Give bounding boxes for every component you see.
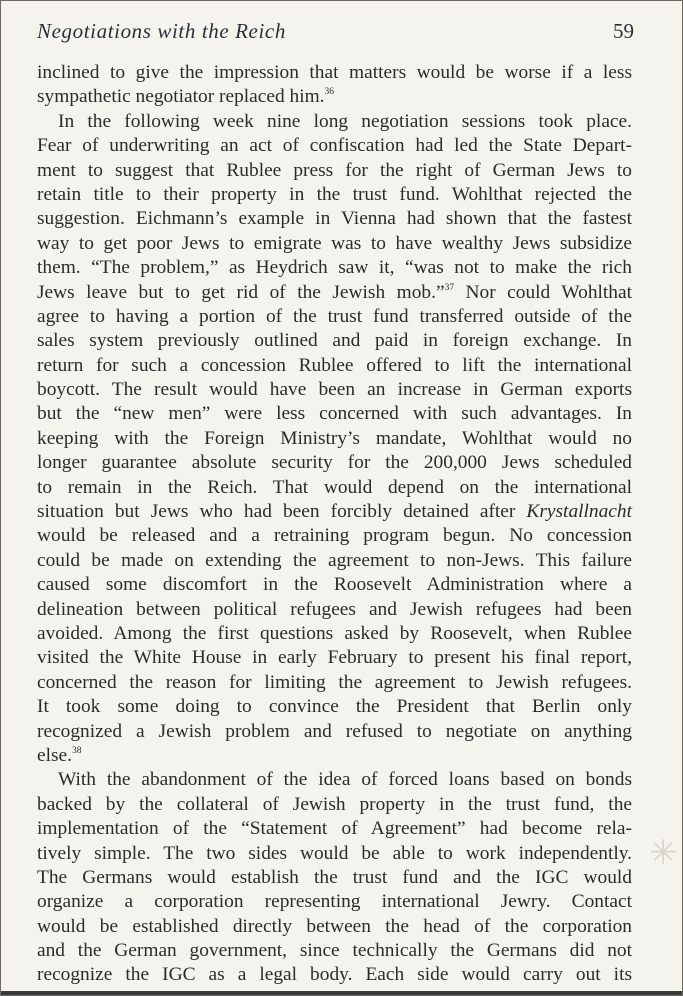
text-line [37,85,632,109]
running-head: Negotiations with the Reich [37,19,286,43]
line-text: would be released and a retraining program begun. No concession [37,525,632,547]
line-text: delineation between political refugees and Jewish refugees had been [37,598,632,620]
page-number: 59 [613,19,634,43]
line-text: but the “new men” were less concerned with such advantages. In [37,403,632,425]
text-line [37,793,632,817]
italic-term: Krystallnacht [526,501,632,523]
line-text: way to get poor Jews to emigrate was to have wealthy Jews subsidize [37,232,632,254]
line-text: inclined to give the impression that matters would be worse if a less [37,62,632,83]
line-text: ment to suggest that Rublee press for the right of German Jews to [37,159,632,181]
text-line [37,890,632,914]
line-text: recognize the IGC as a legal body. Each side would carry out its [37,964,632,986]
text-line [37,159,632,183]
text-line [37,695,632,719]
text-line [37,232,632,256]
line-text: sales system previously outlined and paid in foreign exchange. In [37,330,632,352]
line-text: and the German government, since technically the Germans did not [37,940,632,962]
line-text: would be established directly between the head of the corporation [37,915,632,937]
text-line [37,451,632,475]
text-line [37,549,632,573]
line-text: In the following week nine long negotiation sessions took place. [58,110,632,132]
line-text: visited the White House in early February to present his final report, [37,647,632,669]
text-line [37,61,632,85]
text-line [37,183,632,207]
line-text: implementation of the “Statement of Agreement” had become rela- [37,818,632,840]
line-text: keeping with the Foreign Ministry’s mandate, Wohlthat would no [37,427,632,449]
page-header [37,19,634,51]
text-line [37,915,632,939]
line-text: backed by the collateral of Jewish property in the trust fund, the [37,793,632,815]
text-line [37,378,632,402]
text-line [37,427,632,451]
text-line [37,256,632,280]
line-text: could be made on extending the agreement to non-Jews. This failure [37,549,632,571]
line-text: With the abandonment of the idea of forced loans based on bonds [58,769,632,791]
line-text: avoided. Among the first questions asked by Roosevelt, when Rublee [37,622,632,644]
text-line [37,598,632,622]
text-line [37,500,632,524]
line-text: else. [37,744,72,766]
footnote-ref: 37 [444,282,455,293]
line-text: tively simple. The two sides would be able to work independently. [37,842,632,864]
text-line [37,866,632,890]
page-bottom-edge [1,991,682,995]
line-text: agree to having a portion of the trust fund transferred outside of the [37,305,632,327]
line-text: concerned the reason for limiting the agreement to Jewish refugees. [37,671,632,693]
text-line [37,402,632,426]
body-text [37,61,632,988]
text-line [37,817,632,841]
asterisk-ornament: ✳ [649,833,678,873]
text-line [37,476,632,500]
line-text: situation but Jews who had been forcibly detained after [37,501,527,523]
line-text: organize a corporation representing international Jewry. Contact [37,891,632,913]
footnote-ref: 36 [324,87,335,98]
text-line [37,939,632,963]
text-line [37,963,632,987]
text-line [37,671,632,695]
text-line [37,720,632,744]
text-line [37,622,632,646]
text-line [37,646,632,670]
line-text: The Germans would establish the trust fund and the IGC would [37,866,632,888]
line-text: retain title to their property in the trust fund. Wohlthat rejected the [37,183,632,205]
footnote-ref: 38 [72,745,82,756]
line-text: Fear of underwriting an act of confiscation had led the State Depart- [37,135,632,157]
text-line [37,305,632,329]
text-line [37,281,632,305]
line-text: return for such a concession Rublee offered to lift the international [37,354,632,376]
line-text: to remain in the Reich. That would depend on the international [37,476,632,498]
line-text: recognized a Jewish problem and refused to negotiate on anything [37,720,632,742]
line-text: longer guarantee absolute security for the 200,000 Jews scheduled [37,452,632,474]
text-line [37,524,632,548]
text-line [37,354,632,378]
text-line [37,744,632,768]
text-line [37,329,632,353]
line-text: boycott. The result would have been an increase in German exports [37,379,632,401]
line-text: It took some doing to convince the President that Berlin only [37,696,632,718]
text-line [37,207,632,231]
line-text: Jews leave but to get rid of the Jewish mob.” [37,281,445,303]
line-text: sympathetic negotiator replaced him. [37,86,325,108]
text-line [37,134,632,158]
line-text: them. “The problem,” as Heydrich saw it, “was not to make the rich [37,257,632,279]
text-line [37,768,632,792]
text-line [37,842,632,866]
line-text: suggestion. Eichmann’s example in Vienna had shown that the fastest [37,208,632,230]
text-line [37,573,632,597]
line-text: caused some discomfort in the Roosevelt Administration where a [37,574,632,596]
text-line [37,110,632,134]
line-text-continued: Nor could Wohlthat [454,281,632,303]
